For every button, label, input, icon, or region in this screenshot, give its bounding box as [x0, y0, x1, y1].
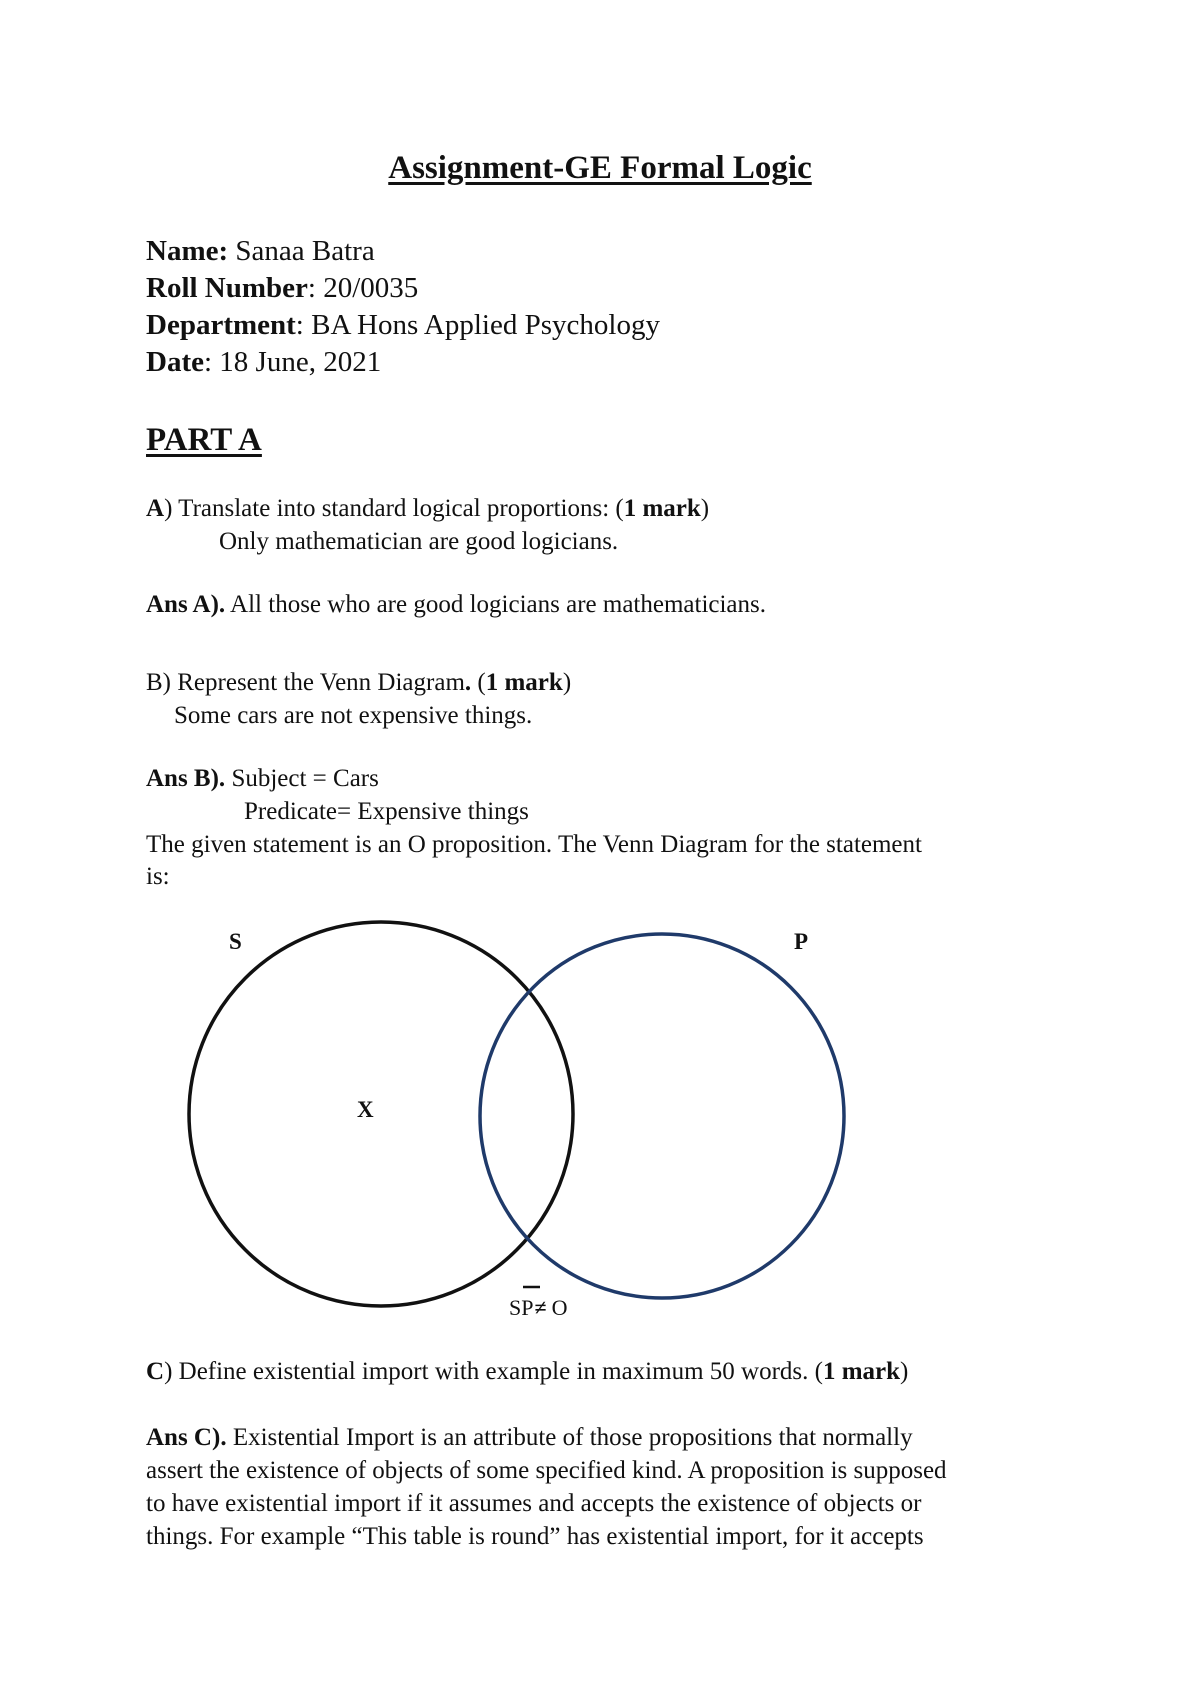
question-b-open: ( [471, 669, 486, 696]
name-value: Sanaa Batra [228, 235, 375, 267]
department-label: Department [146, 309, 296, 341]
question-a-statement: Only mathematician are good logicians. [219, 528, 619, 555]
venn-circle-predicate [480, 934, 844, 1298]
department-value: : BA Hons Applied Psychology [295, 309, 660, 341]
answer-c-line-2: assert the existence of objects of some specified kind. A proposition is supposed [146, 1457, 947, 1484]
question-a-text: ) Translate into standard logical proportions: ( [164, 495, 624, 522]
question-b-text: B) Represent the Venn Diagram [146, 669, 465, 696]
question-c [146, 1357, 908, 1387]
roll-label: Roll Number [146, 272, 308, 304]
question-c-close: ) [900, 1358, 909, 1385]
answer-c-line-1 [146, 1423, 913, 1453]
date-value: : 18 June, 2021 [203, 346, 382, 378]
name-label: Name: [146, 235, 229, 267]
question-c-mark: 1 mark [822, 1358, 901, 1385]
document-title: Assignment-GE Formal Logic [388, 150, 812, 186]
question-a-label: A [146, 495, 165, 522]
venn-formula [509, 1294, 567, 1322]
venn-mark-x: X [357, 1097, 374, 1122]
answer-b-label: Ans B). [146, 765, 226, 792]
answer-a-label: Ans A). [146, 591, 226, 618]
formula-neq: ≠ [534, 1295, 547, 1320]
answer-b-line-1: The given statement is an O proposition. The Venn Diagram for the statement [146, 831, 922, 858]
formula-right: O [551, 1295, 568, 1320]
question-a-mark: 1 mark [623, 495, 701, 522]
answer-c-line-4: things. For example “This table is round” has existential import, for it accepts [146, 1523, 924, 1550]
date-label: Date [146, 346, 204, 378]
answer-c-label: Ans C). [146, 1424, 227, 1451]
formula-left: SP [509, 1295, 534, 1320]
question-c-label: C [146, 1358, 165, 1385]
answer-b-predicate: Predicate= Expensive things [244, 798, 529, 825]
roll-value: : 20/0035 [307, 272, 419, 304]
answer-c-text-1: Existential Import is an attribute of those propositions that normally [226, 1424, 913, 1451]
part-heading: PART A [146, 422, 262, 458]
venn-label-s: S [229, 929, 242, 954]
venn-circle-subject [189, 922, 573, 1306]
answer-a-text: All those who are good logicians are mathematicians. [225, 591, 767, 618]
question-b-dot: . [464, 669, 472, 696]
question-c-text: ) Define existential import with example in maximum 50 words. ( [164, 1358, 823, 1385]
question-a-close: ) [700, 495, 710, 522]
answer-b-line-2: is: [146, 863, 170, 890]
answer-c-line-3: to have existential import if it assumes and accepts the existence of objects or [146, 1490, 922, 1517]
question-b-close: ) [562, 669, 572, 696]
question-b-mark: 1 mark [485, 669, 563, 696]
question-b-statement: Some cars are not expensive things. [174, 702, 533, 729]
answer-b-subject: Subject = Cars [225, 765, 379, 792]
venn-label-p: P [794, 929, 809, 954]
